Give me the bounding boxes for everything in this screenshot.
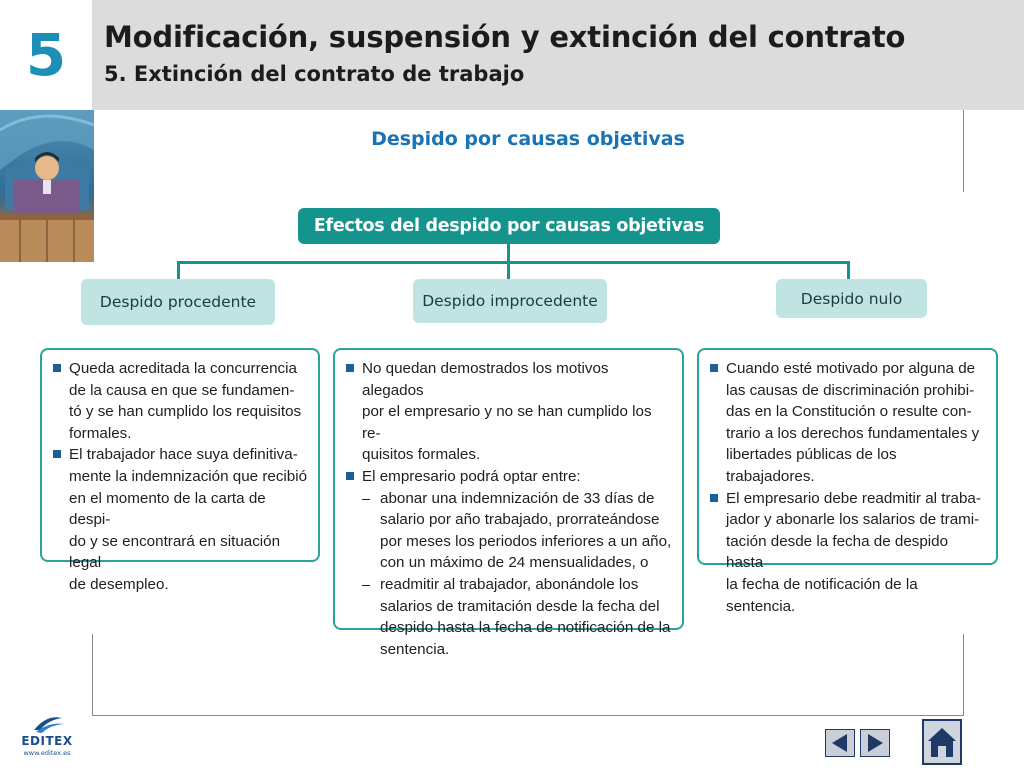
dash-item (345, 574, 674, 660)
text-line: las causas de discriminación prohibi- (726, 381, 975, 399)
category-nulo: Despido nulo (776, 279, 927, 318)
text-line: readmitir al trabajador, abonándole los (380, 575, 639, 593)
text-line: salarios de tramitación desde la fecha del (380, 597, 660, 615)
text-line: despido hasta la fecha de notificación de la (380, 619, 671, 637)
panel-procedente (40, 348, 320, 593)
previous-button[interactable] (825, 729, 855, 757)
text-line: trario a los derechos fundamentales y (726, 424, 980, 442)
text-line: la fecha de notificación de la sentencia. (726, 575, 918, 615)
frame-line (92, 634, 93, 716)
text-line: das en la Constitución o resulte con- (726, 403, 972, 421)
category-procedente: Despido procedente (81, 279, 275, 325)
text-line: por el empresario y no se han cumplido los re- (362, 403, 652, 442)
page-title: Modificación, suspensión y extinción del contrato (104, 20, 906, 54)
connector-left (177, 261, 180, 280)
text-line: salario por año trabajado, prorrateándose (380, 511, 660, 529)
bullet-item (709, 358, 988, 488)
judge-illustration (0, 110, 94, 262)
text-line: mente la indemnización que recibió (69, 467, 308, 485)
logo-wordmark: EDITEX (21, 734, 73, 748)
bullet-item (345, 466, 674, 488)
category-improcedente: Despido improcedente (413, 279, 607, 323)
panel-list (345, 358, 674, 660)
text-line: con un máximo de 24 mensualidades, o (380, 554, 649, 572)
text-line: por meses los periodos inferiores a un año, (380, 532, 672, 550)
page-subtitle: 5. Extinción del contrato de trabajo (104, 62, 525, 86)
editex-logo-icon (16, 712, 78, 736)
panel-list (709, 358, 988, 617)
text-line: tación desde la fecha de despido hasta (726, 532, 949, 572)
bullet-item (345, 358, 674, 466)
text-line: Cuando esté motivado por alguna de (726, 360, 976, 377)
text-line: El trabajador hace suya definitiva- (69, 446, 298, 464)
connector-right (847, 261, 850, 280)
connector-middle (507, 261, 510, 280)
dash-item (345, 488, 674, 574)
text-line: en el momento de la carta de despi- (69, 489, 266, 529)
text-line: do y se encontrará en situación legal (69, 532, 281, 572)
text-line: sentencia. (380, 640, 450, 658)
home-button[interactable] (922, 719, 962, 765)
header-bar (92, 0, 1024, 110)
diagram-title: Efectos del despido por causas objetivas (298, 208, 720, 244)
chapter-number: 5 (25, 21, 67, 89)
panel-list (52, 358, 310, 596)
frame-line (963, 634, 964, 716)
text-line: quisitos formales. (362, 446, 481, 464)
text-line: libertades públicas de los trabajadores. (726, 446, 897, 485)
panel-nulo (697, 348, 998, 615)
text-line: formales. (69, 424, 132, 442)
bullet-item (52, 444, 310, 595)
text-line: No quedan demostrados los motivos alegados (362, 360, 609, 399)
text-line: abonar una indemnización de 33 días de (380, 489, 655, 507)
bullet-item (52, 358, 310, 444)
editex-logo (16, 712, 78, 758)
text-line: de la causa en que se fundamen- (69, 381, 295, 399)
triangle-left-icon (826, 730, 854, 756)
text-line: tó y se han cumplido los requisitos (69, 403, 302, 421)
connector-horizontal (177, 261, 850, 264)
frame-line (963, 110, 964, 192)
text-line: El empresario podrá optar entre: (362, 467, 581, 485)
logo-url: www.editex.es (23, 749, 71, 757)
text-line: jador y abonarle los salarios de trami- (726, 511, 980, 529)
home-icon (924, 721, 960, 763)
next-button[interactable] (860, 729, 890, 757)
bullet-item (709, 488, 988, 618)
text-line: El empresario debe readmitir al traba- (726, 489, 981, 507)
section-title: Despido por causas objetivas (371, 128, 685, 150)
text-line: Queda acreditada la concurrencia (69, 360, 297, 377)
frame-line (92, 715, 964, 716)
text-line: de desempleo. (69, 575, 169, 593)
triangle-right-icon (861, 730, 889, 756)
panel-improcedente (333, 348, 684, 658)
